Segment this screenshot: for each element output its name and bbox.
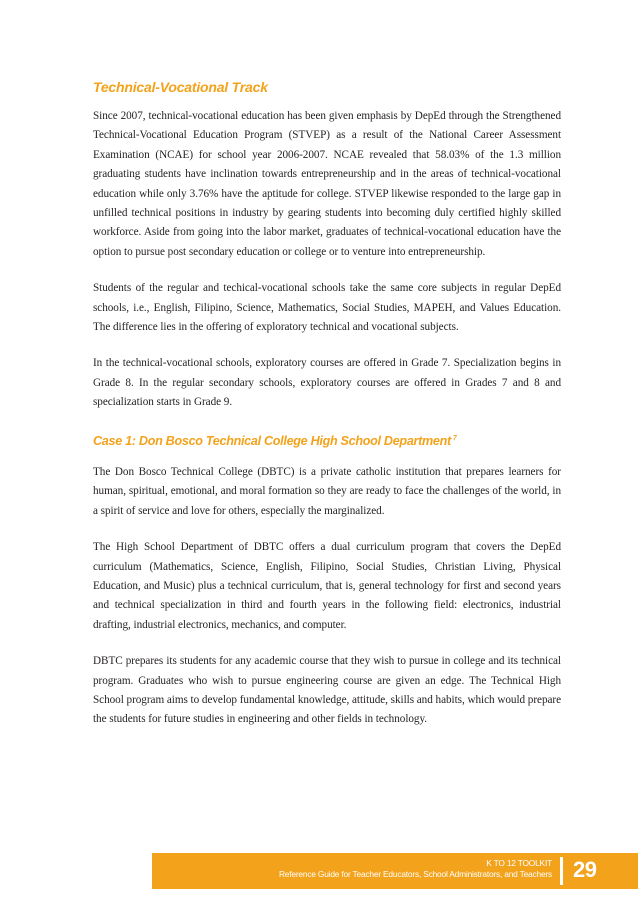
page-number: 29 <box>573 857 597 882</box>
footer-subtitle: Reference Guide for Teacher Educators, School Administrators, and Teachers <box>278 869 552 879</box>
footer-text <box>279 858 552 880</box>
footnote-marker: 7 <box>452 434 457 442</box>
footer-bar <box>152 853 638 889</box>
paragraph: Students of the regular and techical-vocational schools take the same core subjects in regular DepEd schools, i.e., English, Filipino, Science, Mathematics, Social Studies, MAPEH, and Values Education. The difference lies in the offering of exploratory technical and vocational subjects. <box>93 282 561 334</box>
paragraph: The Don Bosco Technical College (DBTC) is a private catholic institution that prepares learners for human, spiritual, emotional, and moral formation so they are ready to face the challenges of the world, in a spirit of service and love for others, especially the marginalized. <box>93 465 561 517</box>
paragraph: In the technical-vocational schools, exploratory courses are offered in Grade 7. Specialization begins in Grade 8. In the regular secondary schools, exploratory courses are offered in Grades 7 and 8 and specialization starts in Grade 9. <box>93 357 561 409</box>
paragraph: Since 2007, technical-vocational education has been given emphasis by DepEd through the Strengthened Technical-Vocational Education Program (STVEP) as a result of the National Career Assessment Examination (NCAE) for school year 2006-2007. NCAE revealed that 58.03% of the 1.3 million graduating students have inclination towards entrepreneurship and in the areas of technical-vocational education while only 3.76% have the aptitude for college. STVEP likewise responded to the large gap in unfilled technical positions in industry by gearing students into becoming duly certified highly skilled workforce. Aside from going into the labor market, graduates of technical-vocational education have the option to pursue post secondary education or college or to venture into entrepreneurship. <box>93 110 561 258</box>
case-title <box>93 430 561 450</box>
paragraph: DBTC prepares its students for any academic course that they wish to pursue in college and its technical program. Graduates who wish to pursue engineering course are given an edge. The Technical High School program aims to develop fundamental knowledge, attitude, skills and habits, which would prepare the students for future studies in engineering and other fields in technology. <box>93 655 561 726</box>
footer-divider <box>560 857 563 885</box>
footer-title: K TO 12 TOOLKIT <box>486 858 552 868</box>
page-content <box>93 78 561 747</box>
paragraph: The High School Department of DBTC offers a dual curriculum program that covers the DepEd curriculum (Mathematics, Science, English, Filipino, Social Studies, Christian Living, Physical Education, and Music) plus a technical curriculum, that is, general technology for first and second years and technical specialization in third and fourth years in the following field: electronics, industrial drafting, industrial electronics, mechanics, and computer. <box>93 541 561 631</box>
case-title-text: Case 1: Don Bosco Technical College High School Department <box>93 433 451 448</box>
section-title: Technical-Vocational Track <box>93 79 268 95</box>
